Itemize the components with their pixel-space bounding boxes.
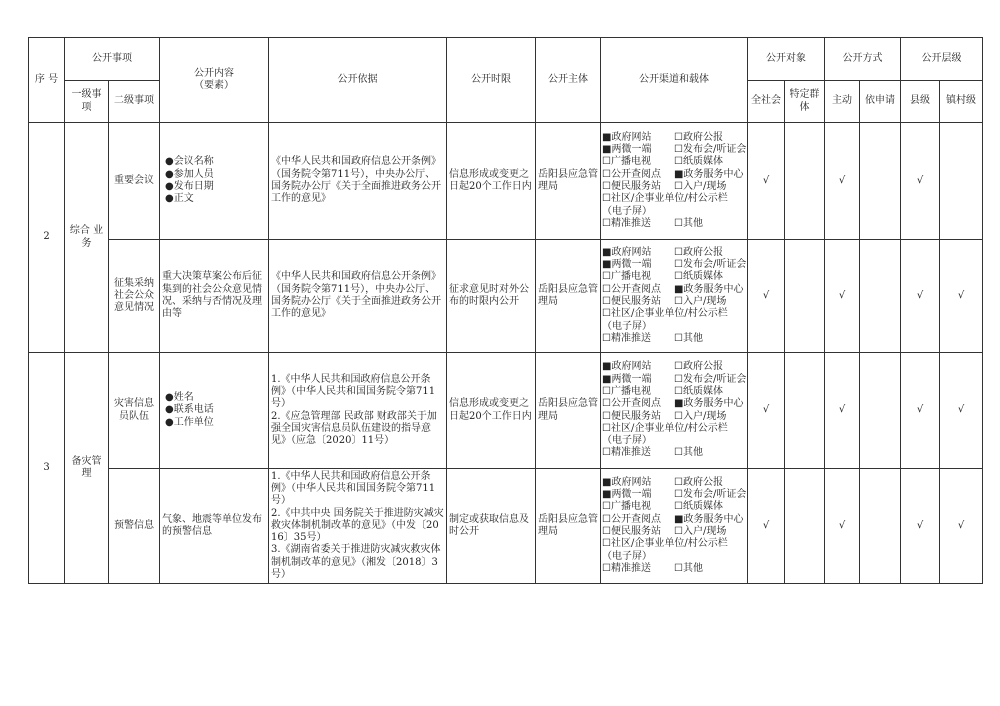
channel-option: ☐政府公报 <box>674 131 723 143</box>
level2-cell: 征集采纳社会公众意见情况 <box>109 240 160 353</box>
header-method: 公开方式 <box>825 38 901 81</box>
channel-option: ☐公开查阅点 <box>602 283 661 295</box>
channel-option: ■政府网站 <box>602 476 652 488</box>
channel-row <box>602 386 746 398</box>
channels-cell <box>601 353 748 469</box>
channel-option: ☐其他 <box>674 447 703 459</box>
channel-row <box>602 501 746 513</box>
subject-cell: 岳阳县应急管理局 <box>536 240 601 353</box>
channel-option: ☐公开查阅点 <box>602 513 661 525</box>
table-row <box>29 240 983 353</box>
header-subject: 公开主体 <box>536 38 601 123</box>
channel-option: ☐其他 <box>674 562 703 574</box>
level2-cell: 预警信息 <box>109 469 160 584</box>
check-audience-specific <box>785 240 825 353</box>
channel-option: ☐广播电视 <box>602 156 651 168</box>
check-level-town <box>940 123 983 240</box>
channel-option: ☐精准推送 <box>602 332 651 344</box>
channel-option: ☐便民服务站 <box>602 181 661 192</box>
channel-row <box>602 181 746 193</box>
check-audience-all: √ <box>748 123 785 240</box>
seq-cell: 2 <box>29 123 65 353</box>
check-method-active: √ <box>825 469 860 584</box>
channel-row <box>602 374 746 386</box>
channel-row: ☐社区/企事业单位/村公示栏（电子屏） <box>602 308 728 332</box>
channel-row <box>602 447 746 459</box>
check-level-town: √ <box>940 353 983 469</box>
channel-option: ☐发布会/听证会 <box>674 259 747 271</box>
level2-cell: 灾害信息员队伍 <box>109 353 160 469</box>
check-audience-specific <box>785 123 825 240</box>
content-bullet: ● 联系电话 <box>165 404 266 416</box>
channel-row <box>602 361 746 373</box>
channel-row <box>602 333 746 345</box>
header-items: 公开事项 <box>65 38 160 81</box>
channel-option: ■政府网站 <box>602 131 652 143</box>
channel-option: ☐入户/现场 <box>674 526 727 537</box>
channels-cell <box>601 240 748 353</box>
channel-option: ☐发布会/听证会 <box>674 489 747 501</box>
channel-row <box>602 296 746 308</box>
header-basis: 公开依据 <box>269 38 447 123</box>
check-audience-all: √ <box>748 353 785 469</box>
channel-option: ☐发布会/听证会 <box>674 373 747 385</box>
basis-cell: 《中华人民共和国政府信息公开条例》（国务院令第711号），中央办公厅、国务院办公厅《关于全面推进政务公开工作的意见》 <box>269 240 447 353</box>
channel-option: ☐广播电视 <box>602 385 651 397</box>
content-cell <box>160 123 269 240</box>
time-limit-cell: 征求意见时对外公布的时限内公开 <box>447 240 536 353</box>
channel-option: ☐精准推送 <box>602 217 651 229</box>
check-method-active: √ <box>825 353 860 469</box>
basis-cell: 1.《中华人民共和国政府信息公开条例》（中华人民共和国国务院令第711号） 2.《应急管理部 民政部 财政部关于加强全国灾害信息员队伍建设的指导意见》（应急〔2020〕11号） <box>269 353 447 469</box>
channel-option: ☐广播电视 <box>602 501 651 513</box>
channel-option: ☐政府公报 <box>674 361 723 373</box>
channel-option: ■两微一端 <box>602 259 652 271</box>
header-audience: 公开对象 <box>748 38 825 81</box>
channel-row <box>602 563 746 575</box>
time-limit-cell: 信息形成或变更之日起20个工作日内 <box>447 123 536 240</box>
channel-row <box>602 259 746 271</box>
subject-cell: 岳阳县应急管理局 <box>536 469 601 584</box>
header-level1: 一级事项 <box>65 81 109 123</box>
channel-option: ■两微一端 <box>602 489 652 501</box>
channels-cell <box>601 123 748 240</box>
channels-cell <box>601 469 748 584</box>
channel-row: ☐社区/企事业单位/村公示栏（电子屏） <box>602 538 728 562</box>
channel-option: ☐入户/现场 <box>674 296 727 307</box>
subject-cell: 岳阳县应急管理局 <box>536 353 601 469</box>
channel-option: ☐入户/现场 <box>674 410 727 422</box>
header-seq: 序 号 <box>29 38 65 123</box>
channel-option: ☐其他 <box>674 217 703 229</box>
header-content: 公开内容 （要素） <box>160 38 269 123</box>
basis-cell: 《中华人民共和国政府信息公开条例》（国务院令第711号），中央办公厅、国务院办公厅《关于全面推进政务公开工作的意见》 <box>269 123 447 240</box>
content-bullet: ● 工作单位 <box>165 417 266 429</box>
channel-row <box>602 489 746 501</box>
channel-row <box>602 271 746 283</box>
header-audience-all: 全社会 <box>748 81 785 123</box>
content-cell: 重大决策草案公布后征集到的社会公众意见情况、采纳与否情况及理由等 <box>160 240 269 353</box>
disclosure-table <box>28 37 983 584</box>
channel-option: ☐精准推送 <box>602 447 651 459</box>
header-level-county: 县级 <box>901 81 940 123</box>
channel-option: ☐政府公报 <box>674 246 723 258</box>
channel-row <box>602 398 746 410</box>
channel-option: ☐便民服务站 <box>602 410 661 422</box>
channel-option: ☐纸质媒体 <box>674 501 723 513</box>
channel-row <box>602 218 746 230</box>
header-time-limit: 公开时限 <box>447 38 536 123</box>
channel-option: ☐便民服务站 <box>602 526 661 537</box>
channel-row <box>602 526 746 538</box>
channel-row: ☐社区/企事业单位/村公示栏（电子屏） <box>602 422 728 447</box>
check-method-active: √ <box>825 123 860 240</box>
channel-option: ☐入户/现场 <box>674 181 727 192</box>
check-method-request <box>860 240 901 353</box>
channel-option: ■两微一端 <box>602 373 652 385</box>
table-row <box>29 469 983 584</box>
check-method-request <box>860 123 901 240</box>
channel-option: ■政府网站 <box>602 246 652 258</box>
check-level-town: √ <box>940 240 983 353</box>
header-level-town: 镇村级 <box>940 81 983 123</box>
channel-row: ☐社区/企事业单位/村公示栏（电子屏） <box>602 193 728 217</box>
check-level-county: √ <box>901 240 940 353</box>
channel-option: ☐公开查阅点 <box>602 398 661 410</box>
subject-cell: 岳阳县应急管理局 <box>536 123 601 240</box>
channel-option: ☐便民服务站 <box>602 296 661 307</box>
channel-row <box>602 284 746 296</box>
seq-cell: 3 <box>29 353 65 584</box>
channel-row <box>602 477 746 489</box>
content-cell <box>160 353 269 469</box>
channel-option: ☐纸质媒体 <box>674 271 723 283</box>
check-method-request <box>860 469 901 584</box>
channel-option: ■政务服务中心 <box>674 168 744 180</box>
level2-cell: 重要会议 <box>109 123 160 240</box>
channel-option: ■政府网站 <box>602 361 652 373</box>
content-bullet: ● 正文 <box>165 193 266 205</box>
check-audience-all: √ <box>748 240 785 353</box>
content-bullet: ● 姓名 <box>165 392 266 404</box>
level1-cell: 综合 业务 <box>65 123 109 353</box>
basis-cell: 1.《中华人民共和国政府信息公开条例》（中华人民共和国国务院令第711号） 2.《中共中央 国务院关于推进防灾减灾救灾体制机制改革的意见》（中发〔2016〕35号） 3.《湖南省委关于推进防灾减灾救灾体制机制改革的意见》（湘发〔2018〕3号） <box>269 469 447 584</box>
content-bullet: ● 会议名称 <box>165 156 266 168</box>
check-level-county: √ <box>901 469 940 584</box>
channel-option: ☐纸质媒体 <box>674 156 723 168</box>
content-cell: 气象、地震等单位发布的预警信息 <box>160 469 269 584</box>
table-row <box>29 123 983 240</box>
channel-option: ☐其他 <box>674 332 703 344</box>
time-limit-cell: 制定或获取信息及时公开 <box>447 469 536 584</box>
channel-option: ■政务服务中心 <box>674 513 744 525</box>
content-bullet: ● 参加人员 <box>165 169 266 181</box>
channel-option: ■政务服务中心 <box>674 398 744 410</box>
header-audience-specific: 特定群体 <box>785 81 825 123</box>
channel-row <box>602 169 746 181</box>
channel-row <box>602 144 746 156</box>
channel-row <box>602 411 746 423</box>
channel-row <box>602 514 746 526</box>
check-level-town: √ <box>940 469 983 584</box>
content-bullet: ● 发布日期 <box>165 181 266 193</box>
channel-option: ☐精准推送 <box>602 562 651 574</box>
channel-option: ■两微一端 <box>602 144 652 156</box>
header-channels: 公开渠道和载体 <box>601 38 748 123</box>
table-row <box>29 353 983 469</box>
check-method-active: √ <box>825 240 860 353</box>
channel-option: ☐广播电视 <box>602 271 651 283</box>
check-level-county: √ <box>901 353 940 469</box>
check-method-request <box>860 353 901 469</box>
channel-option: ☐发布会/听证会 <box>674 144 747 156</box>
channel-row <box>602 247 746 259</box>
check-audience-all: √ <box>748 469 785 584</box>
channel-option: ☐政府公报 <box>674 476 723 488</box>
check-audience-specific <box>785 469 825 584</box>
channel-row <box>602 132 746 144</box>
header-level2: 二级事项 <box>109 81 160 123</box>
channel-option: ☐纸质媒体 <box>674 385 723 397</box>
header-method-active: 主动 <box>825 81 860 123</box>
level1-cell: 备灾管理 <box>65 353 109 584</box>
time-limit-cell: 信息形成或变更之日起20个工作日内 <box>447 353 536 469</box>
check-audience-specific <box>785 353 825 469</box>
header-level: 公开层级 <box>901 38 983 81</box>
header-method-request: 依申请 <box>860 81 901 123</box>
channel-option: ■政务服务中心 <box>674 283 744 295</box>
channel-row <box>602 156 746 168</box>
check-level-county: √ <box>901 123 940 240</box>
channel-option: ☐公开查阅点 <box>602 168 661 180</box>
